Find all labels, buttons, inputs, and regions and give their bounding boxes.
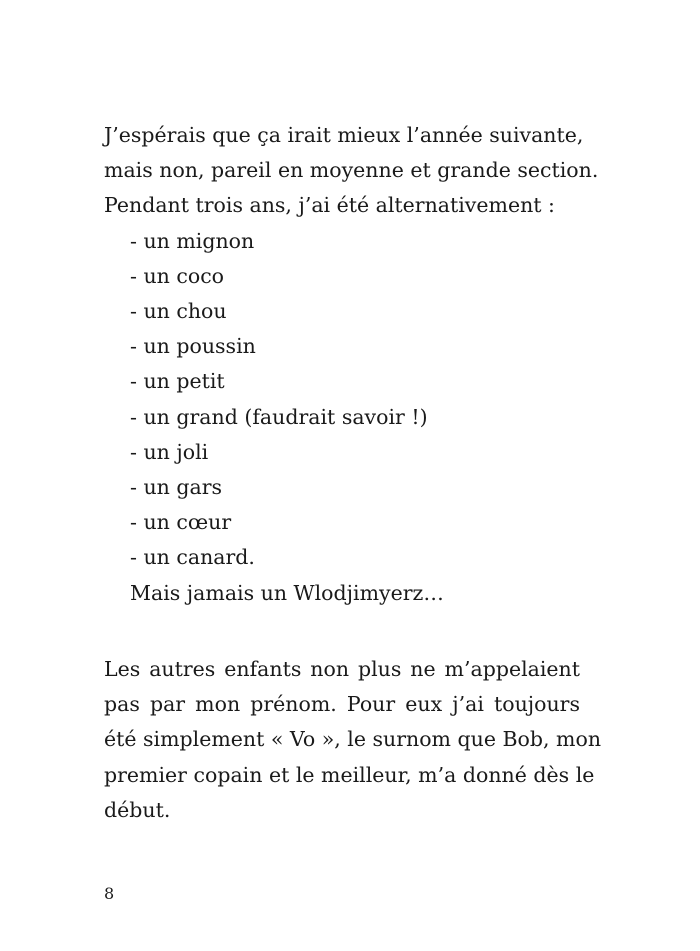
list-item: - un cœur [130,510,232,535]
text-line: Pendant trois ans, j’ai été alternativement : [104,193,555,218]
list-item: - un joli [130,439,209,464]
nickname-list [104,224,580,611]
paragraph-intro [104,118,599,611]
paragraph-nickname [104,652,602,828]
text-line: été simplement « Vo », le surnom que Bob, mon [104,727,602,752]
list-item: - un petit [130,369,225,394]
text-line: mais non, pareil en moyenne et grande section. [104,158,599,183]
list-item: - un mignon [130,228,255,253]
list-item: - un grand (faudrait savoir !) [130,404,428,429]
list-item: - un gars [130,475,223,500]
list-closing-line: Mais jamais un Wlodjimyerz… [130,580,444,605]
text-line: premier copain et le meilleur, m’a donné dès le [104,762,595,787]
list-item: - un chou [130,299,227,324]
page-number: 8 [104,884,115,903]
list-item: - un coco [130,263,225,288]
text-line: début. [104,797,171,822]
list-item: - un canard. [130,545,255,570]
text-line: J’espérais que ça irait mieux l’année suivante, [104,123,584,147]
list-item: - un poussin [130,334,256,359]
text-line: pas par mon prénom. Pour eux j’ai toujours [104,692,580,717]
text-line: Les autres enfants non plus ne m’appelaient [104,657,580,681]
